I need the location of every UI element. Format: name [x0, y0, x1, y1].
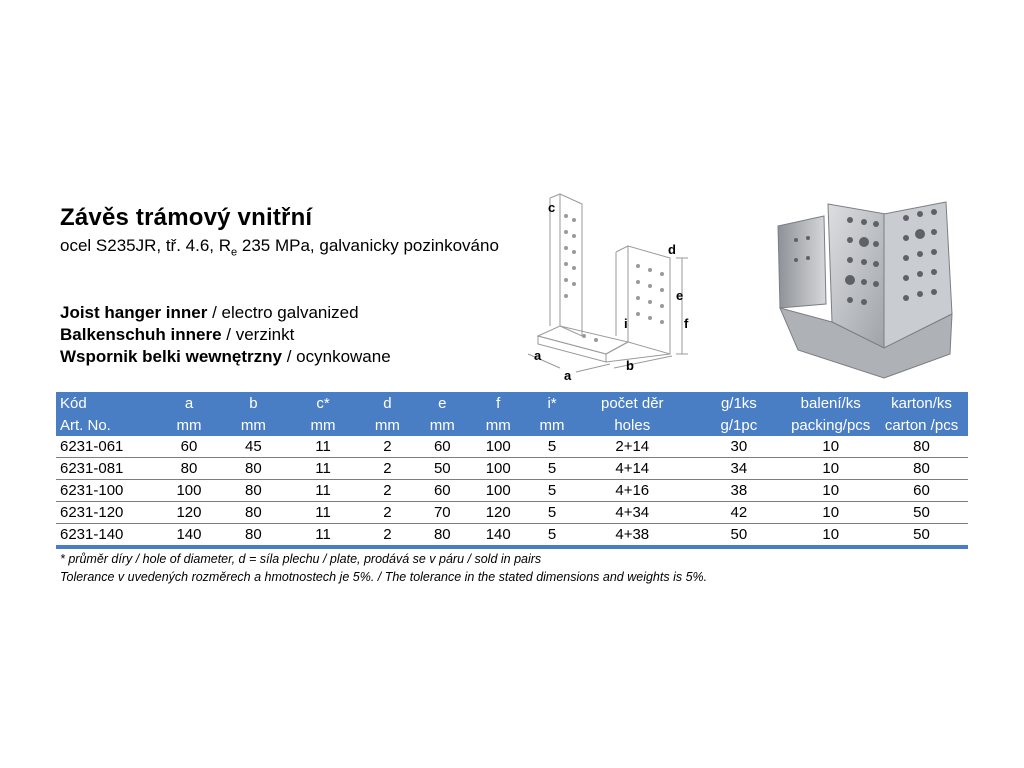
cell-holes: 4+16 [573, 480, 691, 502]
product-photo [772, 200, 968, 384]
unit-c: mm [290, 415, 355, 436]
dim-label-d: d [668, 242, 676, 257]
col-header-c: c* [290, 392, 355, 415]
table-header-row [56, 392, 968, 415]
table-row [56, 524, 968, 548]
cell-packing: 10 [786, 502, 875, 524]
cell-f: 100 [466, 480, 531, 502]
cell-b: 80 [216, 502, 290, 524]
cell-holes: 4+38 [573, 524, 691, 548]
name-en-bold: Joist hanger inner [60, 303, 208, 322]
cell-c: 11 [290, 480, 355, 502]
dim-label-e: e [676, 288, 684, 303]
cell-d: 2 [356, 480, 419, 502]
product-title: Závěs trámový vnitřní [60, 204, 313, 231]
cell-i: 5 [531, 480, 573, 502]
cell-weight: 38 [691, 480, 786, 502]
cell-c: 11 [290, 502, 355, 524]
unit-d: mm [356, 415, 419, 436]
cell-carton: 80 [875, 458, 968, 480]
cell-weight: 30 [691, 436, 786, 458]
cell-b: 80 [216, 480, 290, 502]
cell-code: 6231-061 [56, 436, 162, 458]
name-en [60, 302, 391, 324]
cell-f: 100 [466, 436, 531, 458]
cell-packing: 10 [786, 436, 875, 458]
cell-i: 5 [531, 524, 573, 548]
unit-packing: packing/pcs [786, 415, 875, 436]
cell-carton: 60 [875, 480, 968, 502]
col-header-holes: počet děr [573, 392, 691, 415]
unit-code: Art. No. [56, 415, 162, 436]
cell-e: 80 [419, 524, 465, 548]
col-header-code: Kód [56, 392, 162, 415]
cell-packing: 10 [786, 480, 875, 502]
cell-e: 70 [419, 502, 465, 524]
col-header-carton: karton/ks [875, 392, 968, 415]
footnote-tolerance: Tolerance v uvedených rozměrech a hmotnostech je 5%. / The tolerance in the stated dimensions and weights is 5%. [60, 570, 708, 584]
col-header-weight: g/1ks [691, 392, 786, 415]
cell-d: 2 [356, 436, 419, 458]
cell-i: 5 [531, 502, 573, 524]
table-row [56, 480, 968, 502]
cell-i: 5 [531, 436, 573, 458]
cell-b: 45 [216, 436, 290, 458]
name-en-rest: / electro galvanized [207, 303, 359, 322]
cell-holes: 4+34 [573, 502, 691, 524]
cell-code: 6231-081 [56, 458, 162, 480]
material-subscript: e [231, 246, 238, 259]
cell-e: 60 [419, 436, 465, 458]
cell-c: 11 [290, 458, 355, 480]
cell-i: 5 [531, 458, 573, 480]
dim-label-i: i [624, 316, 628, 331]
cell-a: 80 [162, 458, 217, 480]
table-row [56, 502, 968, 524]
cell-f: 100 [466, 458, 531, 480]
dim-label-c: c [548, 200, 556, 215]
cell-weight: 42 [691, 502, 786, 524]
technical-drawing [520, 186, 700, 386]
footnote-holes: * průměr díry / hole of diameter, d = síla plechu / plate, prodává se v páru / sold in pairs [60, 552, 542, 566]
material-spec [60, 236, 522, 258]
dim-label-b: b [626, 358, 634, 373]
cell-code: 6231-120 [56, 502, 162, 524]
unit-e: mm [419, 415, 465, 436]
name-pl [60, 346, 391, 368]
cell-carton: 80 [875, 436, 968, 458]
cell-f: 140 [466, 524, 531, 548]
product-names [60, 302, 391, 368]
cell-a: 60 [162, 436, 217, 458]
cell-e: 60 [419, 480, 465, 502]
unit-b: mm [216, 415, 290, 436]
cell-b: 80 [216, 458, 290, 480]
cell-d: 2 [356, 524, 419, 548]
col-header-f: f [466, 392, 531, 415]
unit-holes: holes [573, 415, 691, 436]
col-header-b: b [216, 392, 290, 415]
material-suffix: 235 MPa, galvanicky pozinkováno [237, 236, 499, 255]
dim-label-f: f [684, 316, 689, 331]
name-de [60, 324, 391, 346]
unit-i: mm [531, 415, 573, 436]
dim-label-a2: a [564, 368, 572, 383]
col-header-i: i* [531, 392, 573, 415]
cell-carton: 50 [875, 524, 968, 548]
col-header-d: d [356, 392, 419, 415]
cell-d: 2 [356, 458, 419, 480]
cell-a: 100 [162, 480, 217, 502]
unit-a: mm [162, 415, 217, 436]
cell-a: 140 [162, 524, 217, 548]
cell-b: 80 [216, 524, 290, 548]
cell-holes: 2+14 [573, 436, 691, 458]
cell-f: 120 [466, 502, 531, 524]
cell-e: 50 [419, 458, 465, 480]
cell-d: 2 [356, 502, 419, 524]
cell-weight: 50 [691, 524, 786, 548]
table-row [56, 436, 968, 458]
cell-holes: 4+14 [573, 458, 691, 480]
cell-a: 120 [162, 502, 217, 524]
cell-weight: 34 [691, 458, 786, 480]
col-header-e: e [419, 392, 465, 415]
material-prefix: ocel S235JR, tř. 4.6, R [60, 236, 232, 255]
cell-c: 11 [290, 436, 355, 458]
cell-code: 6231-140 [56, 524, 162, 548]
name-de-rest: / verzinkt [221, 325, 295, 344]
specification-table [56, 392, 968, 549]
name-pl-rest: / ocynkowane [282, 347, 391, 366]
dim-label-a1: a [534, 348, 542, 363]
table-row [56, 458, 968, 480]
name-de-bold: Balkenschuh innere [60, 325, 222, 344]
cell-c: 11 [290, 524, 355, 548]
cell-packing: 10 [786, 524, 875, 548]
cell-carton: 50 [875, 502, 968, 524]
col-header-packing: balení/ks [786, 392, 875, 415]
cell-packing: 10 [786, 458, 875, 480]
unit-f: mm [466, 415, 531, 436]
cell-code: 6231-100 [56, 480, 162, 502]
unit-weight: g/1pc [691, 415, 786, 436]
unit-carton: carton /pcs [875, 415, 968, 436]
name-pl-bold: Wspornik belki wewnętrzny [60, 347, 282, 366]
col-header-a: a [162, 392, 217, 415]
table-unit-row [56, 415, 968, 436]
